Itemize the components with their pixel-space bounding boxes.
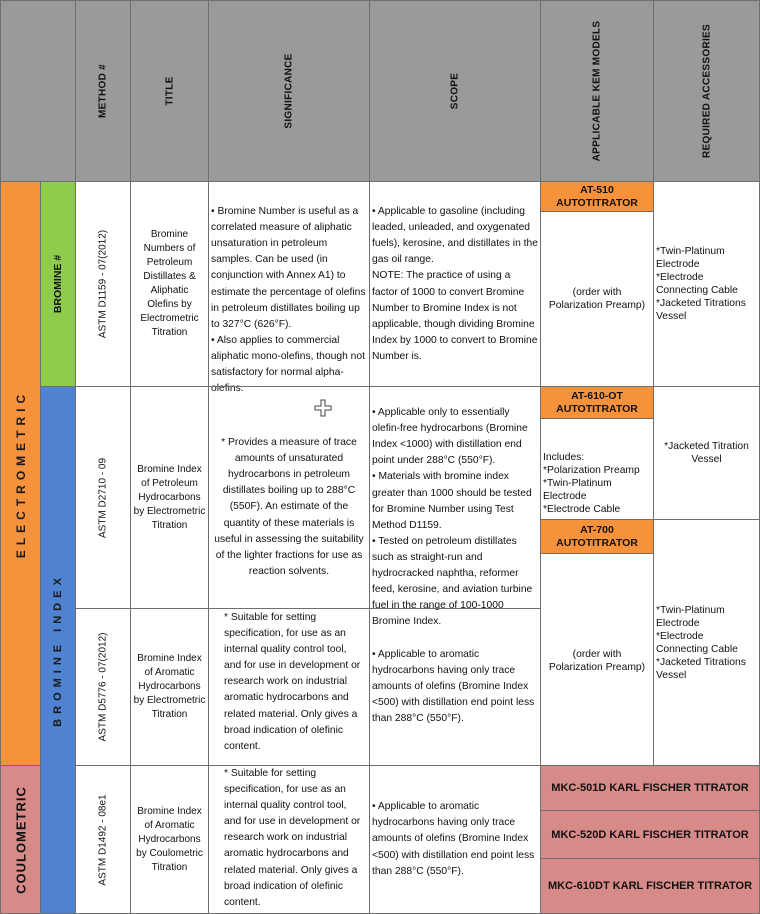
model-mkc520-label: MKC-520D KARL FISCHER TITRATOR xyxy=(551,828,749,841)
row2-scope xyxy=(369,386,541,628)
row4-significance-text: * Suitable for setting specification, for use as an internal quality control tool, and for use in development or research work on industrial aromatic hydrocarbons and related material. Only gives a broad indication of olefinic content. xyxy=(224,768,361,908)
row3-title xyxy=(130,608,209,766)
row3-method-label: ASTM D5776 - 07(2012) xyxy=(97,632,109,742)
accessories-row1 xyxy=(653,181,760,387)
model-at510 xyxy=(540,181,654,212)
model-at700-note-text: (order with Polarization Preamp) xyxy=(548,648,646,673)
group-bromine-number-label: BROMINE # xyxy=(52,254,64,314)
row3-scope xyxy=(369,608,541,766)
row1-significance-text: • Bromine Number is useful as a correlated measure of aliphatic unsaturation in petroleum samples. Can be used (in conjunction with Annex A1) to estimate the percentage of olefins in petroleum distillates boiling up to 327°C (626°F). • Also applies to commercial aliphatic mono-olefins, though not satisfactory for normal alpha-olefins. xyxy=(211,206,366,395)
model-mkc501-label: MKC-501D KARL FISCHER TITRATOR xyxy=(551,782,749,794)
row1-scope-text: • Applicable to gasoline (including leaded, unleaded, and oxygenated fuels), kerosine, and distillates in the gas oil range. NOTE: The practice of using a factor of 1000 to convert Bromine Number to Bromine Index is not applicable, though dividing Bromine Index by 1000 to convert to Bromine Number is. xyxy=(372,206,538,362)
row3-title-text: Bromine Index of Aromatic Hydrocarbons by Electrometric Titration xyxy=(133,653,206,720)
model-at510-label: AT-510 AUTOTITRATOR xyxy=(556,183,638,209)
row4-method-label: ASTM D1492 - 08e1 xyxy=(97,793,109,886)
accessories-row3-text: *Twin-Platinum Electrode *Electrode Connecting Cable *Jacketed Titrations Vessel xyxy=(656,604,746,681)
model-mkc501 xyxy=(540,765,760,811)
row2-title-text: Bromine Index of Petroleum Hydrocarbons by Electrometric Titration xyxy=(133,463,206,531)
row1-method xyxy=(75,181,131,387)
model-at610-includes-text: Includes: *Polarization Preamp *Twin-Platinum Electrode *Electrode Cable xyxy=(543,452,640,515)
header-accessories-label: REQUIRED ACCESSORIES xyxy=(701,24,712,158)
accessories-row1-text: *Twin-Platinum Electrode *Electrode Connecting Cable *Jacketed Titrations Vessel xyxy=(656,246,746,322)
row2-title xyxy=(130,386,209,609)
model-mkc520 xyxy=(540,810,760,859)
header-models-label: APPLICABLE KEM MODELS xyxy=(591,20,603,162)
row4-title xyxy=(130,765,209,914)
model-at700-label: AT-700 AUTOTITRATOR xyxy=(556,523,638,549)
group-bromine-index xyxy=(40,386,76,914)
group-electrometric xyxy=(0,181,41,766)
header-significance-label: SIGNIFICANCE xyxy=(283,53,295,129)
row2-significance xyxy=(208,386,370,609)
row4-method xyxy=(75,765,131,914)
header-scope-label: SCOPE xyxy=(449,72,461,110)
group-bromine-index-label: BROMINE INDEX xyxy=(52,573,64,727)
row4-scope xyxy=(369,765,541,914)
group-electrometric-label: ELECTROMETRIC xyxy=(13,389,28,558)
model-at700 xyxy=(540,519,654,554)
row4-scope-text: • Applicable to aromatic hydrocarbons having only trace amounts of olefins (Bromine Index <500) with distillation end point less than 288°C (550°F). xyxy=(372,801,535,877)
header-accessories xyxy=(653,0,760,182)
model-mkc610-label: MKC-610DT KARL FISCHER TITRATOR xyxy=(547,880,753,892)
accessories-row3 xyxy=(653,519,760,766)
crosshair-cursor-icon xyxy=(314,399,332,417)
model-at510-note xyxy=(540,211,654,387)
row1-title xyxy=(130,181,209,387)
model-at700-note xyxy=(540,553,654,766)
group-coulometric-label: COULOMETRIC xyxy=(13,785,28,894)
header-models xyxy=(540,0,654,182)
header-title xyxy=(130,0,209,182)
header-method xyxy=(75,0,131,182)
row2-method-label: ASTM D2710 - 09 xyxy=(97,457,109,538)
row2-significance-text: * Provides a measure of trace amounts of unsaturated hydrocarbons in petroleum distillates boiling up to 288°C (550F). An estimate of the quantity of these materials is useful in assessing the suitability of the lighter fractions for use as reaction solvents. xyxy=(214,437,364,577)
row3-significance xyxy=(208,608,370,766)
header-scope xyxy=(369,0,541,182)
row1-title-text: Bromine Numbers of Petroleum Distillates & Aliphatic Olefins by Electrometric Titration xyxy=(140,229,199,338)
accessories-row2-text: *Jacketed Titration Vessel xyxy=(664,441,749,465)
header-title-label: TITLE xyxy=(164,76,175,106)
header-corner xyxy=(0,0,76,182)
row2-method xyxy=(75,386,131,609)
model-at510-note-text: (order with Polarization Preamp) xyxy=(548,287,646,311)
model-at610-includes xyxy=(540,418,654,520)
group-bromine-number xyxy=(40,181,76,387)
accessories-row2 xyxy=(653,386,760,520)
model-at610 xyxy=(540,386,654,419)
model-mkc610 xyxy=(540,858,760,914)
row1-significance xyxy=(208,181,370,395)
row1-method-label: ASTM D1159 - 07(2012) xyxy=(97,229,109,339)
row2-scope-text: • Applicable only to essentially olefin-free hydrocarbons (Bromine Index <1000) with distillation end point under 288°C (550°F). • Materials with bromine index greater than 1000 should be tested for Bromine Number using Test Method D1159. • Tested on petroleum distillates such as straight-run and hydrocracked naphtha, reformer feed, kerosine, and aviation turbine fuel in the range of 100-1000 Bromine Index. xyxy=(372,407,533,628)
row3-scope-text: • Applicable to aromatic hydrocarbons having only trace amounts of olefins (Bromine Index <500) with distillation end point less than 288°C (550°F). xyxy=(372,648,535,725)
row4-significance xyxy=(208,765,370,914)
header-significance xyxy=(208,0,370,182)
row3-significance-text: * Suitable for setting specification, for use as an internal quality control tool, and for use in development or research work on industrial aromatic hydrocarbons and related material. Only gives a broad indication of olefinic content. xyxy=(224,612,361,752)
header-method-label: METHOD # xyxy=(97,63,109,119)
row1-scope xyxy=(369,181,541,387)
model-at610-label: AT-610-OT AUTOTITRATOR xyxy=(556,389,638,415)
group-coulometric xyxy=(0,765,41,914)
row3-method xyxy=(75,608,131,766)
row4-title-text: Bromine Index of Aromatic Hydrocarbons by Coulometric Titration xyxy=(136,805,203,873)
